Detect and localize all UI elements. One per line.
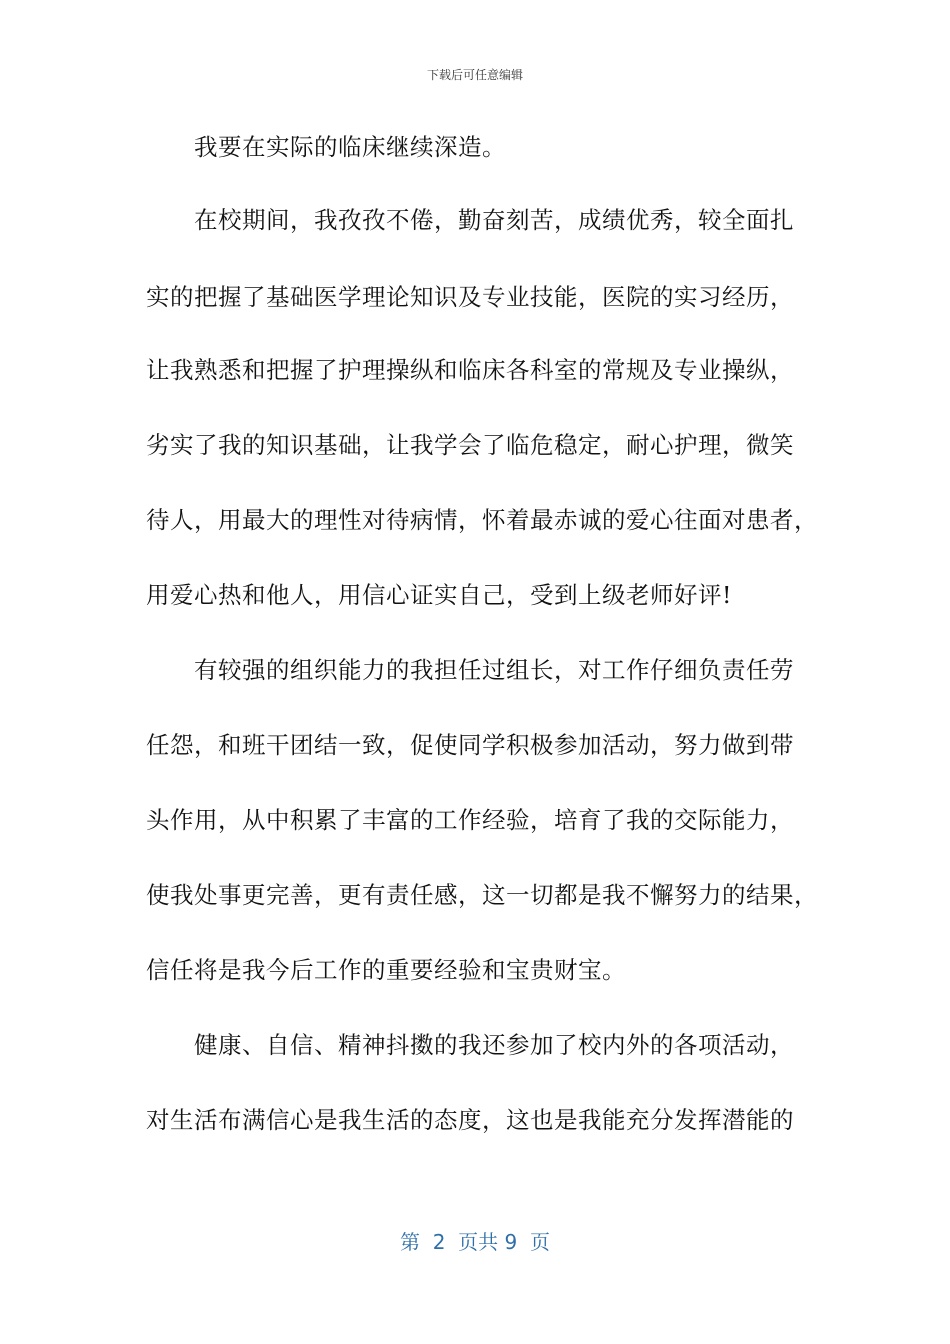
text-line: 健康、自信、精神抖擞的我还参加了校内外的各项活动， <box>194 1031 794 1059</box>
text-line: 任怨，和班干团结一致，促使同学积极参加活动，努力做到带 <box>146 731 794 759</box>
text-line: 头作用，从中积累了丰富的工作经验，培育了我的交际能力， <box>146 806 794 834</box>
text-line: 用爱心热和他人，用信心证实自己，受到上级老师好评! <box>146 581 732 609</box>
text-line: 我要在实际的临床继续深造。 <box>194 133 506 161</box>
text-line: 信任将是我今后工作的重要经验和宝贵财宝。 <box>146 956 626 984</box>
text-line: 使我处事更完善，更有责任感，这一切都是我不懈努力的结果， <box>146 881 818 909</box>
header-note: 下载后可任意编辑 <box>426 68 523 82</box>
page-number: 第 2 页共 9 页 <box>400 1230 550 1254</box>
text-line: 对生活布满信心是我生活的态度，这也是我能充分发挥潜能的 <box>146 1106 794 1134</box>
text-line: 劣实了我的知识基础，让我学会了临危稳定，耐心护理，微笑 <box>146 431 794 459</box>
text-line: 有较强的组织能力的我担任过组长，对工作仔细负责任劳 <box>194 656 794 684</box>
text-line: 实的把握了基础医学理论知识及专业技能，医院的实习经历， <box>146 283 794 311</box>
text-line: 待人，用最大的理性对待病情，怀着最赤诚的爱心往面对患者， <box>146 506 818 534</box>
text-line: 让我熟悉和把握了护理操纵和临床各科室的常规及专业操纵， <box>146 356 794 384</box>
text-line: 在校期间，我孜孜不倦，勤奋刻苦，成绩优秀，较全面扎 <box>194 206 794 234</box>
